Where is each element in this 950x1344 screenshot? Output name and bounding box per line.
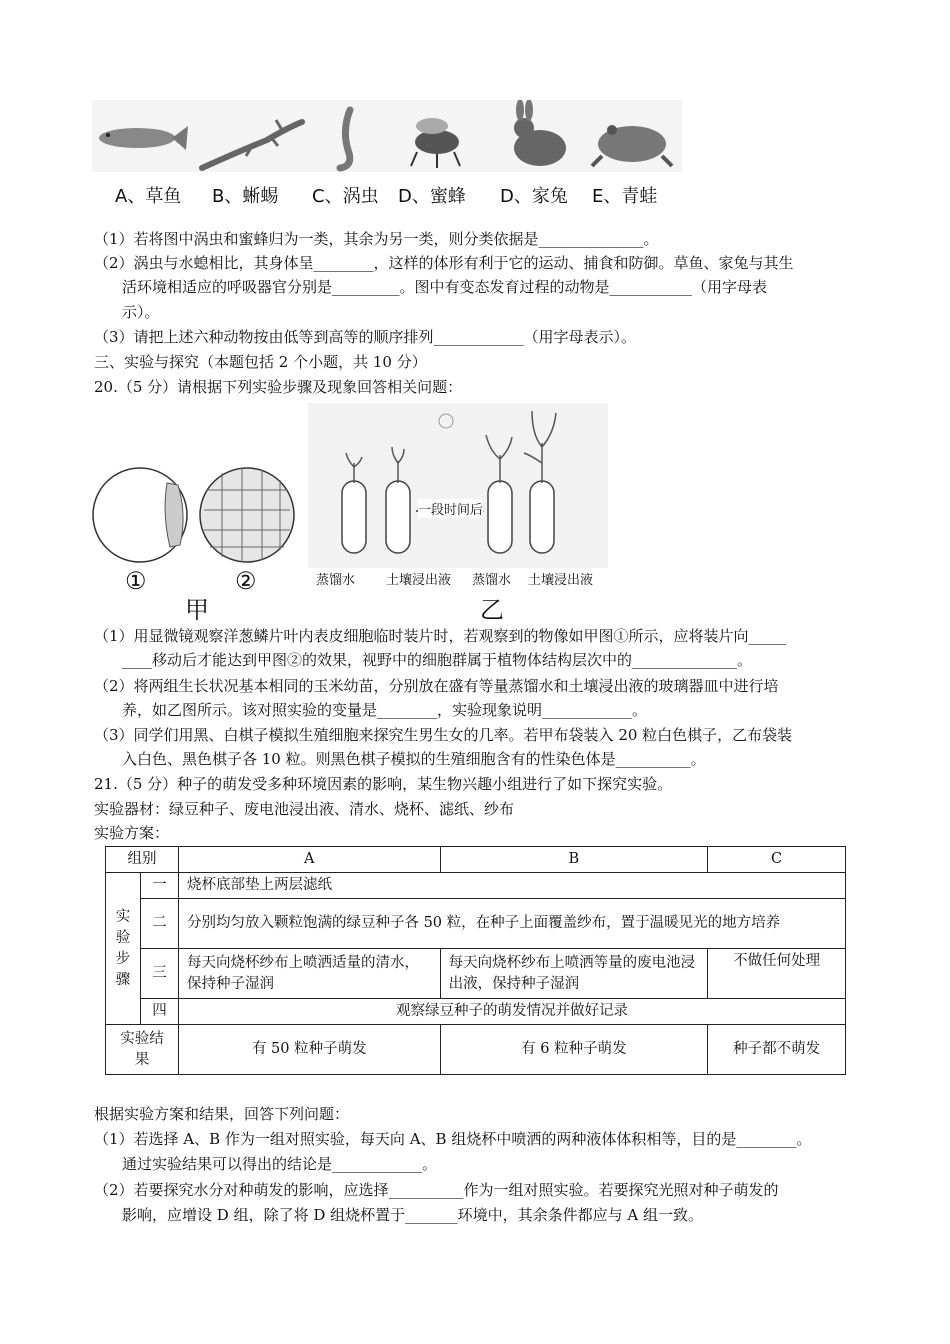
q19-part1: （1）若将图中涡虫和蜜蜂归为一类，其余为另一类，则分类依据是______________。 <box>94 230 659 248</box>
step-1-number: 一 <box>140 873 178 899</box>
experiment-table <box>105 846 846 1075</box>
animal-label-d2: D、家兔 <box>500 186 568 207</box>
header-a: A <box>178 847 440 873</box>
q21-part1-line2: 通过实验结果可以得出的结论是____________。 <box>122 1155 438 1173</box>
steps-label: 实验步骤 <box>106 873 141 1025</box>
q20-part3-line1: （3）同学们用黑、白棋子模拟生殖细胞来探究生男生女的几率。若甲布袋装入 20 粒白色棋子，乙布袋装 <box>94 726 793 744</box>
q19-part2-line2: 活环境相适应的呼吸器官分别是_________。图中有变态发育过程的动物是___________（用字母表 <box>122 278 768 296</box>
tube-label-1: 蒸馏水 <box>316 573 356 588</box>
figure-jia-number-2: ② <box>235 567 257 595</box>
q21-part2-line1: （2）若要探究水分对种萌发的影响，应选择__________作为一组对照实验。若要探究光照对种子萌发的 <box>94 1181 779 1199</box>
step-3-number: 三 <box>140 949 178 999</box>
q19-part3: （3）请把上述六种动物按由低等到高等的顺序排列____________（用字母表示）。 <box>94 328 637 346</box>
figure-jia-microscope <box>92 465 302 565</box>
q20-part3-line2: 入白色、黑色棋子各 10 粒。则黑色棋子模拟的生殖细胞含有的性染色体是__________。 <box>122 750 706 768</box>
section-3-heading: 三、实验与探究（本题包括 2 个小题，共 10 分） <box>94 353 427 371</box>
animal-label-c: C、涡虫 <box>312 186 379 207</box>
step-3-b: 每天向烧杯纱布上喷洒等量的废电池浸出液，保持种子湿润 <box>440 949 708 999</box>
step-3-a: 每天向烧杯纱布上喷洒适量的清水，保持种子湿润 <box>178 949 440 999</box>
step-4-text: 观察绿豆种子的萌发情况并做好记录 <box>178 999 845 1025</box>
q21-plan-label: 实验方案： <box>94 824 170 842</box>
step-4-number: 四 <box>140 999 178 1025</box>
header-c: C <box>708 847 846 873</box>
step-2-text: 分别均匀放入颗粒饱满的绿豆种子各 50 粒，在种子上面覆盖纱布，置于温暖见光的地方培养 <box>178 899 845 949</box>
q21-materials: 实验器材：绿豆种子、废电池浸出液、清水、烧杯、滤纸、纱布 <box>94 800 515 818</box>
step-1-text: 烧杯底部垫上两层滤纸 <box>178 873 845 899</box>
q20-part1-line2: ____移动后才能达到甲图②的效果，视野中的细胞群属于植物体结构层次中的______________。 <box>122 651 753 669</box>
q19-part2-line3: 示）。 <box>122 303 160 321</box>
result-a: 有 50 粒种子萌发 <box>178 1025 440 1075</box>
tube-label-3: 蒸馏水 <box>472 573 512 588</box>
tube-label-2: 土壤浸出液 <box>386 573 452 588</box>
q21-intro: 根据实验方案和结果，回答下列问题： <box>94 1105 350 1123</box>
result-b: 有 6 粒种子萌发 <box>440 1025 708 1075</box>
figure-yi-test-tubes <box>308 403 608 593</box>
q20-title: 20.（5 分）请根据下列实验步骤及现象回答相关问题： <box>94 378 463 396</box>
step-2-number: 二 <box>140 899 178 949</box>
q19-part2-line1: （2）涡虫与水螅相比，其身体呈________，这样的体形有利于它的运动、捕食和防御。草鱼、家兔与其生 <box>94 254 794 272</box>
q20-part1-line1: （1）用显微镜观察洋葱鳞片叶内表皮细胞临时装片时，若观察到的物像如甲图①所示，应将装片向_____ <box>94 627 787 645</box>
q20-part2-line1: （2）将两组生长状况基本相同的玉米幼苗，分别放在盛有等量蒸馏水和土壤浸出液的玻璃器皿中进行培 <box>94 677 779 695</box>
animal-label-a: A、草鱼 <box>115 186 182 207</box>
q21-part2-line2: 影响，应增设 D 组，除了将 D 组烧杯置于_______环境中，其余条件都应与 A 组一致。 <box>122 1206 703 1224</box>
animal-label-e: E、青蛙 <box>592 186 658 207</box>
header-group: 组别 <box>106 847 179 873</box>
result-label: 实验结果 <box>106 1025 179 1075</box>
figure-jia-number-1: ① <box>125 567 147 595</box>
header-b: B <box>440 847 708 873</box>
q20-part2-line2: 养，如乙图所示。该对照实验的变量是________，实验现象说明____________。 <box>122 701 648 719</box>
figure-yi-caption: 一段时间后 <box>418 499 483 518</box>
figure-jia-label: 甲 <box>185 596 209 624</box>
figure-yi-label: 乙 <box>480 596 504 624</box>
animals-illustration <box>92 100 682 172</box>
step-3-c: 不做任何处理 <box>708 949 846 999</box>
animal-label-b: B、蜥蜴 <box>212 186 279 207</box>
q21-title: 21.（5 分）种子的萌发受多种环境因素的影响，某生物兴趣小组进行了如下探究实验。 <box>94 775 673 793</box>
result-c: 种子都不萌发 <box>708 1025 846 1075</box>
q21-part1-line1: （1）若选择 A、B 作为一组对照实验，每天向 A、B 组烧杯中喷洒的两种液体体积相等，目的是________。 <box>94 1130 812 1148</box>
animal-label-d1: D、蜜蜂 <box>398 186 466 207</box>
tube-label-4: 土壤浸出液 <box>528 573 594 588</box>
